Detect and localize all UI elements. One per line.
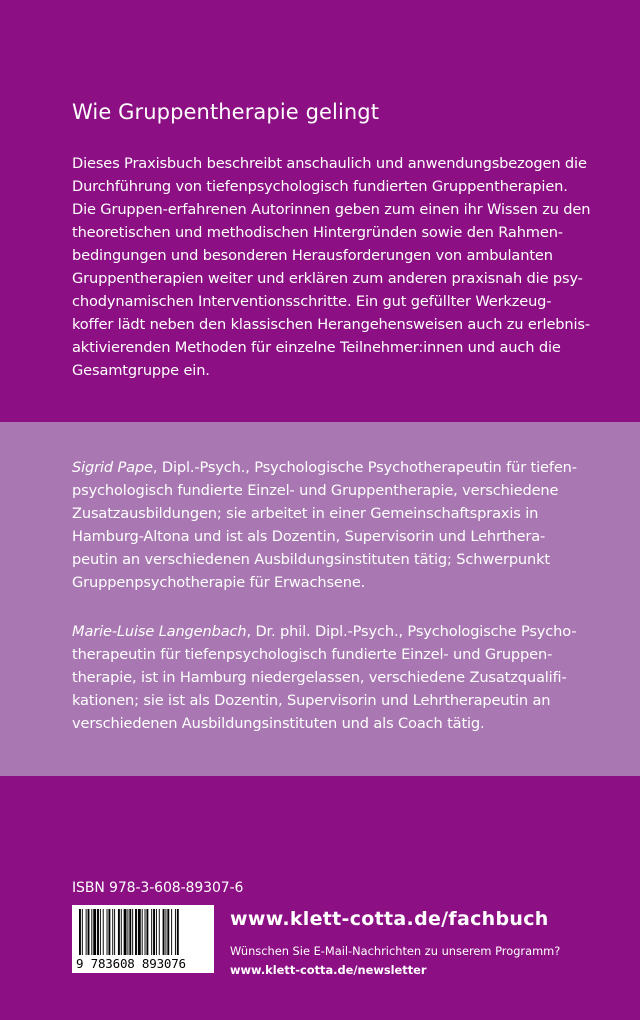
author-bio-marie-luise-langenbach [72,620,592,735]
description-section [0,0,640,422]
publisher-section [0,776,640,1020]
description-line: theoretischen und methodischen Hintergründen sowie den Rahmen- [72,224,563,241]
author-name: Sigrid Pape [72,459,153,476]
description-line: bedingungen und besonderen Herausforderungen von ambulanten [72,247,553,264]
book-description [72,152,592,382]
bio-line: Hamburg-Altona und ist als Dozentin, Supervisorin und Lehrthera- [72,528,546,545]
publisher-website-link[interactable]: www.klett-cotta.de/fachbuch [230,908,549,930]
description-line: Dieses Praxisbuch beschreibt anschaulich und anwendungsbezogen die [72,155,587,172]
author-name: Marie-Luise Langenbach [72,623,247,640]
description-line: chodynamischen Interventionsschritte. Ein gut gefüllter Werkzeug- [72,293,552,310]
description-line: aktivierenden Methoden für einzelne Teilnehmer:innen und auch die [72,339,561,356]
bio-line: therapeutin für tiefenpsychologisch fundierte Einzel- und Gruppen- [72,646,553,663]
bio-line: Gruppenpsychotherapie für Erwachsene. [72,574,366,591]
newsletter-link[interactable]: www.klett-cotta.de/newsletter [230,963,427,977]
bio-line: therapie, ist in Hamburg niedergelassen, verschiedene Zusatzqualifi- [72,669,567,686]
barcode [72,905,214,973]
newsletter-question: Wünschen Sie E-Mail-Nachrichten zu unserem Programm? [230,944,561,958]
isbn-number: ISBN 978-3-608-89307-6 [72,880,244,896]
bio-line [72,620,592,643]
bio-line: peutin an verschiedenen Ausbildungsinstituten tätig; Schwerpunkt [72,551,551,568]
bio-line: verschiedenen Ausbildungsinstituten und als Coach tätig. [72,715,485,732]
bio-line-rest: , Dipl.-Psych., Psychologische Psychotherapeutin für tiefen- [152,459,577,476]
description-line: koffer lädt neben den klassischen Herangehensweisen auch zu erlebnis- [72,316,590,333]
description-line: Gesamtgruppe ein. [72,362,210,379]
bio-line-rest: , Dr. phil. Dipl.-Psych., Psychologische Psycho- [246,623,577,640]
description-line: Gruppentherapien weiter und erklären zum anderen praxisnah die psy- [72,270,583,287]
bio-line: kationen; sie ist als Dozentin, Supervisorin und Lehrtherapeutin an [72,692,551,709]
barcode-digits: 9 783608 893076 [76,956,186,971]
book-headline: Wie Gruppentherapie gelingt [72,100,380,124]
description-line: Durchführung von tiefenpsychologisch fundierten Gruppentherapien. [72,178,568,195]
bio-line: psychologisch fundierte Einzel- und Gruppentherapie, verschiedene [72,482,559,499]
bio-line: Zusatzausbildungen; sie arbeitet in einer Gemeinschaftspraxis in [72,505,539,522]
barcode-bars [78,909,208,957]
description-line: Die Gruppen-erfahrenen Autorinnen geben zum einen ihr Wissen zu den [72,201,591,218]
author-bio-sigrid-pape [72,456,592,594]
author-bios-section [0,422,640,776]
bio-line [72,456,592,479]
